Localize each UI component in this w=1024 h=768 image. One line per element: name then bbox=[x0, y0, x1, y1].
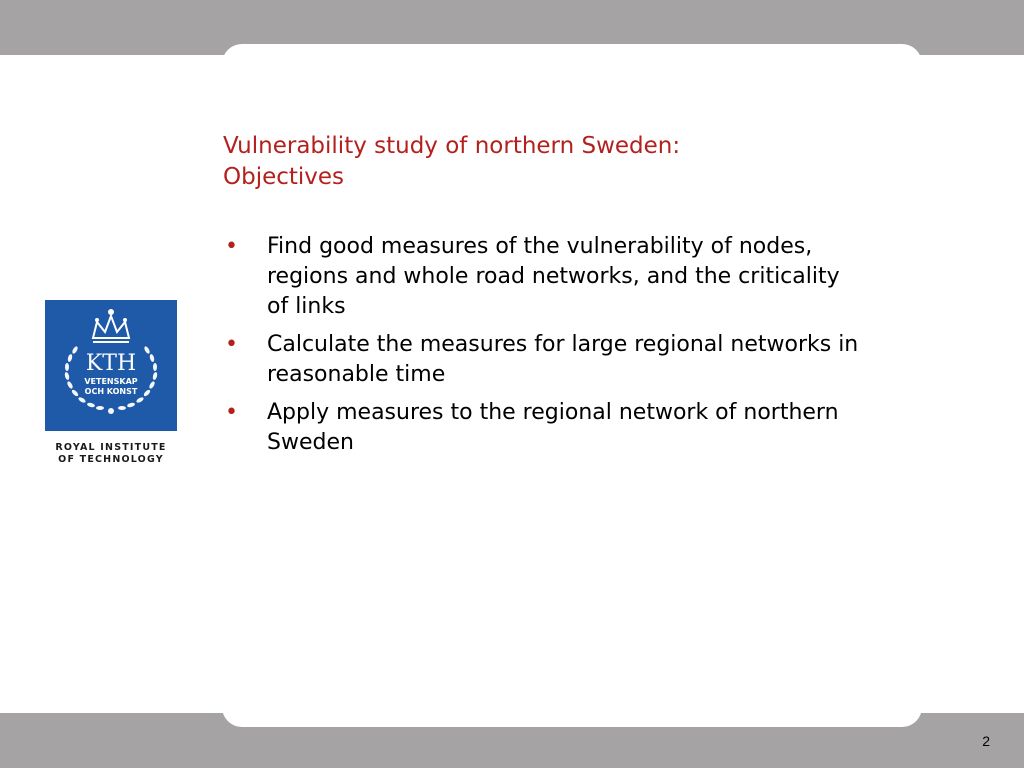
kth-logo bbox=[45, 300, 177, 431]
logo-caption-line-1: ROYAL INSTITUTE bbox=[55, 442, 167, 453]
bullet-item bbox=[223, 398, 863, 458]
bullet-text: Calculate the measures for large regional networks in reasonable time bbox=[267, 332, 859, 387]
kth-crest-icon bbox=[45, 300, 177, 431]
logo-caption-line-2: OF TECHNOLOGY bbox=[58, 454, 164, 465]
slide-title-line-1: Vulnerability study of northern Sweden: bbox=[223, 133, 681, 159]
slide-title-line-2: Objectives bbox=[223, 164, 345, 190]
bullet-item bbox=[223, 330, 863, 390]
bullet-text: Find good measures of the vulnerability of nodes, regions and whole road networks, and the criticality of links bbox=[267, 234, 840, 319]
bullet-dot-icon: • bbox=[225, 234, 238, 259]
bullet-item bbox=[223, 232, 863, 322]
logo-caption bbox=[40, 442, 182, 466]
page-number: 2 bbox=[982, 733, 990, 749]
slide-title bbox=[223, 131, 863, 193]
logo-motto-line-2: OCH KONST bbox=[84, 387, 138, 396]
logo-motto-line-1: VETENSKAP bbox=[84, 377, 138, 386]
bullet-list bbox=[223, 232, 863, 466]
logo-letters: KTH bbox=[85, 351, 137, 376]
bullet-dot-icon: • bbox=[225, 332, 238, 357]
bullet-dot-icon: • bbox=[225, 400, 238, 425]
bullet-text: Apply measures to the regional network of northern Sweden bbox=[267, 400, 839, 455]
